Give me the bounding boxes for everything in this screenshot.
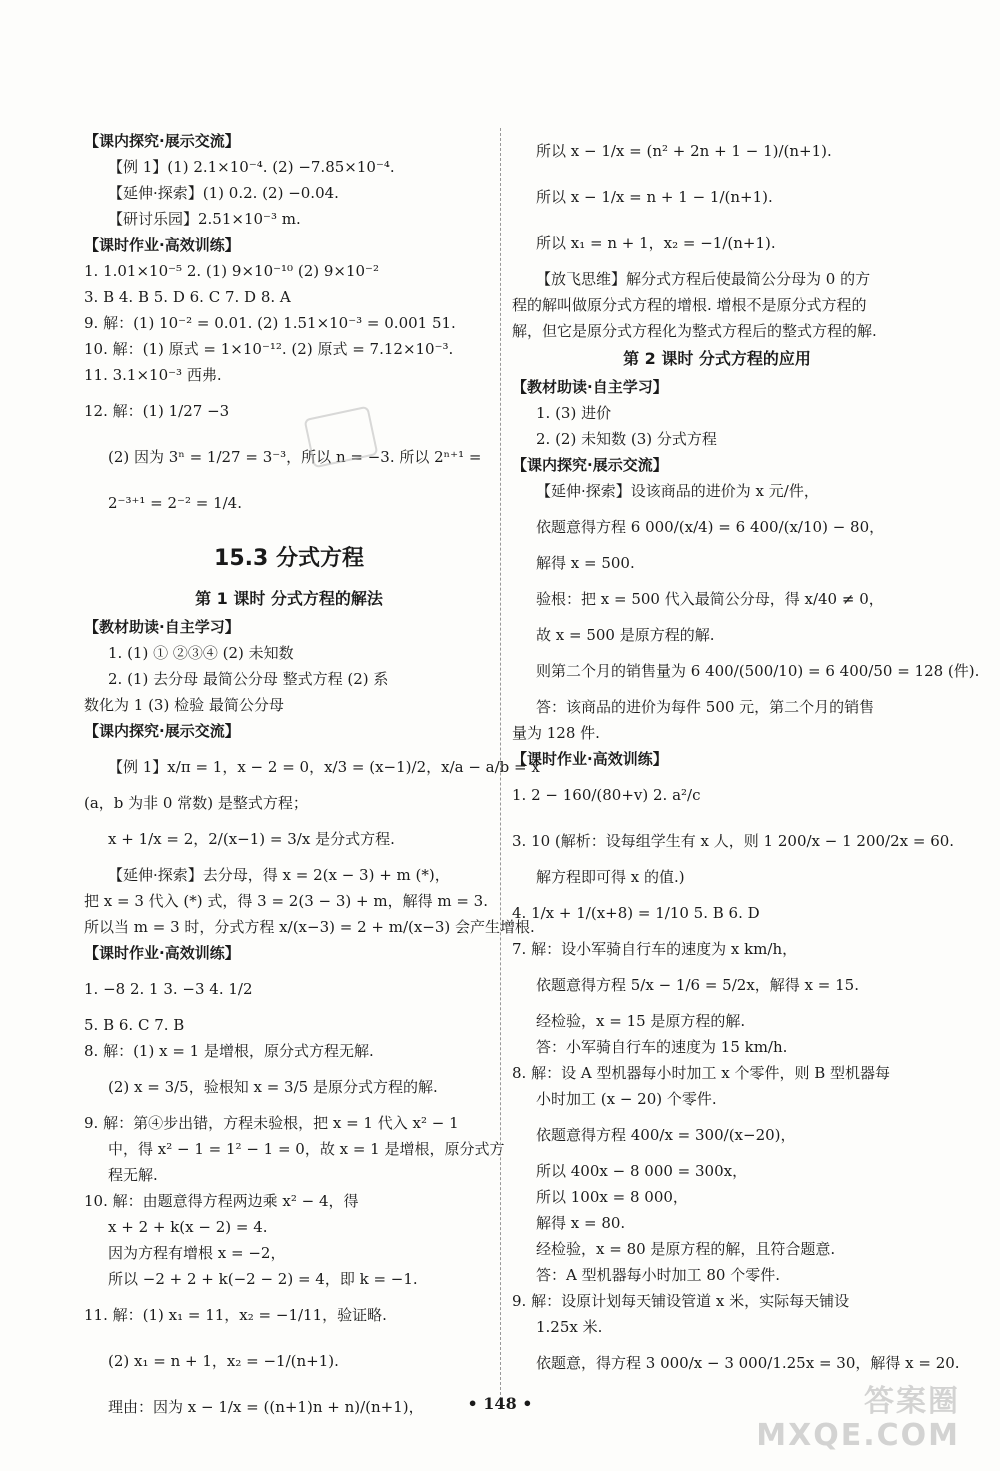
left-line-4: 【课时作业·高效训练】 — [84, 236, 240, 254]
left-line-35: x + 2 + k(x − 2) = 4. — [108, 1218, 268, 1236]
right-line-4: 程的解叫做原分式方程的增根. 增根不是原分式方程的 — [512, 296, 867, 314]
left-line-21: (a，b 为非 0 常数) 是整式方程； — [84, 794, 308, 812]
left-line-30: (2) x = 3/5，验根知 x = 3/5 是原分式方程的解. — [108, 1078, 438, 1096]
left-line-24: 把 x = 3 代入 (*) 式，得 3 = 2(3 − 3) + m，解得 m = 3. — [84, 892, 488, 910]
right-line-11: 【延伸·探索】设该商品的进价为 x 元/件， — [536, 482, 819, 500]
right-line-19: 【课时作业·高效训练】 — [512, 750, 668, 768]
watermark-line-1: 答案圈 — [864, 1384, 960, 1419]
right-line-16: 则第二个月的销售量为 6 400/(500/10) = 6 400/50 = 128 (件). — [536, 662, 980, 680]
left-line-18: 数化为 1 (3) 检验 最简公分母 — [84, 696, 284, 714]
right-line-35: 答：A 型机器每小时加工 80 个零件. — [536, 1266, 780, 1284]
right-line-23: 4. 1/x + 1/(x+8) = 1/10 5. B 6. D — [512, 904, 760, 922]
left-line-14: 第 1 课时 分式方程的解法 — [195, 589, 383, 608]
left-line-27: 1. −8 2. 1 3. −3 4. 1/2 — [84, 980, 253, 998]
left-line-1: 【例 1】(1) 2.1×10⁻⁴. (2) −7.85×10⁻⁴. — [108, 158, 395, 176]
left-line-17: 2. (1) 去分母 最简公分母 整式方程 (2) 系 — [108, 670, 389, 688]
right-line-20: 1. 2 − 160/(80+v) 2. a²/c — [512, 786, 701, 804]
right-line-10: 【课内探究·展示交流】 — [512, 456, 668, 474]
left-line-16: 1. (1) ① ②③④ (2) 未知数 — [108, 644, 294, 662]
left-line-6: 3. B 4. B 5. D 6. C 7. D 8. A — [84, 288, 291, 306]
right-line-29: 小时加工 (x − 20) 个零件. — [536, 1090, 717, 1108]
right-line-6: 第 2 课时 分式方程的应用 — [623, 349, 811, 368]
page-number: • 148 • — [467, 1394, 533, 1413]
left-line-31: 9. 解：第④步出错，方程未验根，把 x = 1 代入 x² − 1 — [84, 1114, 459, 1132]
left-line-20: 【例 1】x/π = 1，x − 2 = 0，x/3 = (x−1)/2，x/a − a/b = x — [108, 758, 540, 776]
left-line-10: 12. 解：(1) 1/27 −3 — [84, 402, 230, 420]
right-line-17: 答：该商品的进价为每件 500 元，第二个月的销售 — [536, 698, 875, 716]
right-line-13: 解得 x = 500. — [536, 554, 635, 572]
right-line-5: 解，但它是原分式方程化为整式方程后的整式方程的解. — [512, 322, 877, 340]
right-line-0: 所以 x − 1/x = (n² + 2n + 1 − 1)/(n+1). — [536, 142, 832, 160]
right-line-32: 所以 100x = 8 000， — [536, 1188, 688, 1206]
left-line-33: 程无解. — [108, 1166, 158, 1184]
left-line-36: 因为方程有增根 x = −2， — [108, 1244, 286, 1262]
left-line-39: (2) x₁ = n + 1，x₂ = −1/(n+1). — [108, 1352, 339, 1370]
watermark-line-2: MXQE.COM — [756, 1418, 960, 1453]
left-line-9: 11. 3.1×10⁻³ 西弗. — [84, 366, 222, 384]
column-divider — [500, 128, 502, 1400]
right-line-7: 【教材助读·自主学习】 — [512, 378, 668, 396]
right-line-30: 依题意得方程 400/x = 300/(x−20)， — [536, 1126, 796, 1144]
left-line-5: 1. 1.01×10⁻⁵ 2. (1) 9×10⁻¹⁰ (2) 9×10⁻² — [84, 262, 379, 280]
left-line-2: 【延伸·探索】(1) 0.2. (2) −0.04. — [108, 184, 339, 202]
right-line-36: 9. 解：设原计划每天铺设管道 x 米，实际每天铺设 — [512, 1292, 850, 1310]
left-line-25: 所以当 m = 3 时，分式方程 x/(x−3) = 2 + m/(x−3) 会产生增根. — [84, 918, 535, 936]
left-line-28: 5. B 6. C 7. B — [84, 1016, 185, 1034]
right-line-18: 量为 128 件. — [512, 724, 600, 742]
left-line-7: 9. 解：(1) 10⁻² = 0.01. (2) 1.51×10⁻³ = 0.001 51. — [84, 314, 456, 332]
right-line-2: 所以 x₁ = n + 1，x₂ = −1/(n+1). — [536, 234, 776, 252]
right-line-25: 依题意得方程 5/x − 1/6 = 5/2x，解得 x = 15. — [536, 976, 859, 994]
right-line-22: 解方程即可得 x 的值.) — [536, 868, 685, 886]
left-line-23: 【延伸·探索】去分母，得 x = 2(x − 3) + m (*)， — [108, 866, 450, 884]
left-line-40: 理由：因为 x − 1/x = ((n+1)n + n)/(n+1)， — [108, 1398, 424, 1416]
left-line-32: 中，得 x² − 1 = 1² − 1 = 0，故 x = 1 是增根，原分式方 — [108, 1140, 505, 1158]
right-line-1: 所以 x − 1/x = n + 1 − 1/(n+1). — [536, 188, 773, 206]
left-line-37: 所以 −2 + 2 + k(−2 − 2) = 4，即 k = −1. — [108, 1270, 418, 1288]
right-line-28: 8. 解：设 A 型机器每小时加工 x 个零件，则 B 型机器每 — [512, 1064, 891, 1082]
left-line-29: 8. 解：(1) x = 1 是增根，原分式方程无解. — [84, 1042, 374, 1060]
left-line-8: 10. 解：(1) 原式 = 1×10⁻¹². (2) 原式 = 7.12×10⁻³. — [84, 340, 454, 358]
left-line-19: 【课内探究·展示交流】 — [84, 722, 240, 740]
left-line-15: 【教材助读·自主学习】 — [84, 618, 240, 636]
right-line-34: 经检验，x = 80 是原方程的解，且符合题意. — [536, 1240, 836, 1258]
left-line-11: (2) 因为 3ⁿ = 1/27 = 3⁻³，所以 n = −3. 所以 2ⁿ⁺¹ = — [108, 448, 482, 466]
right-line-21: 3. 10 (解析：设每组学生有 x 人，则 1 200/x − 1 200/2x = 60. — [512, 832, 955, 850]
left-line-3: 【研讨乐园】2.51×10⁻³ m. — [108, 210, 301, 228]
left-line-22: x + 1/x = 2，2/(x−1) = 3/x 是分式方程. — [108, 830, 395, 848]
right-line-24: 7. 解：设小军骑自行车的速度为 x km/h， — [512, 940, 798, 958]
left-line-38: 11. 解：(1) x₁ = 11，x₂ = −1/11，验证略. — [84, 1306, 387, 1324]
left-line-34: 10. 解：由题意得方程两边乘 x² − 4，得 — [84, 1192, 359, 1210]
left-line-13: 15.3 分式方程 — [214, 546, 364, 571]
watermark-logo — [756, 1385, 960, 1453]
right-line-37: 1.25x 米. — [536, 1318, 603, 1336]
right-column — [512, 128, 980, 1386]
right-line-33: 解得 x = 80. — [536, 1214, 626, 1232]
right-line-14: 验根：把 x = 500 代入最简公分母，得 x/40 ≠ 0， — [536, 590, 884, 608]
right-line-8: 1. (3) 进价 — [536, 404, 612, 422]
right-line-27: 答：小军骑自行车的速度为 15 km/h. — [536, 1038, 788, 1056]
right-line-12: 依题意得方程 6 000/(x/4) = 6 400/(x/10) − 80， — [536, 518, 885, 536]
right-line-15: 故 x = 500 是原方程的解. — [536, 626, 715, 644]
right-line-31: 所以 400x − 8 000 = 300x， — [536, 1162, 748, 1180]
right-line-3: 【放飞思维】解分式方程后使最简公分母为 0 的方 — [536, 270, 871, 288]
right-line-9: 2. (2) 未知数 (3) 分式方程 — [536, 430, 717, 448]
left-line-26: 【课时作业·高效训练】 — [84, 944, 240, 962]
right-line-38: 依题意，得方程 3 000/x − 3 000/1.25x = 30，解得 x = 20. — [536, 1354, 960, 1372]
left-line-0: 【课内探究·展示交流】 — [84, 132, 240, 150]
left-line-12: 2⁻³⁺¹ = 2⁻² = 1/4. — [108, 494, 242, 512]
right-line-26: 经检验，x = 15 是原方程的解. — [536, 1012, 746, 1030]
